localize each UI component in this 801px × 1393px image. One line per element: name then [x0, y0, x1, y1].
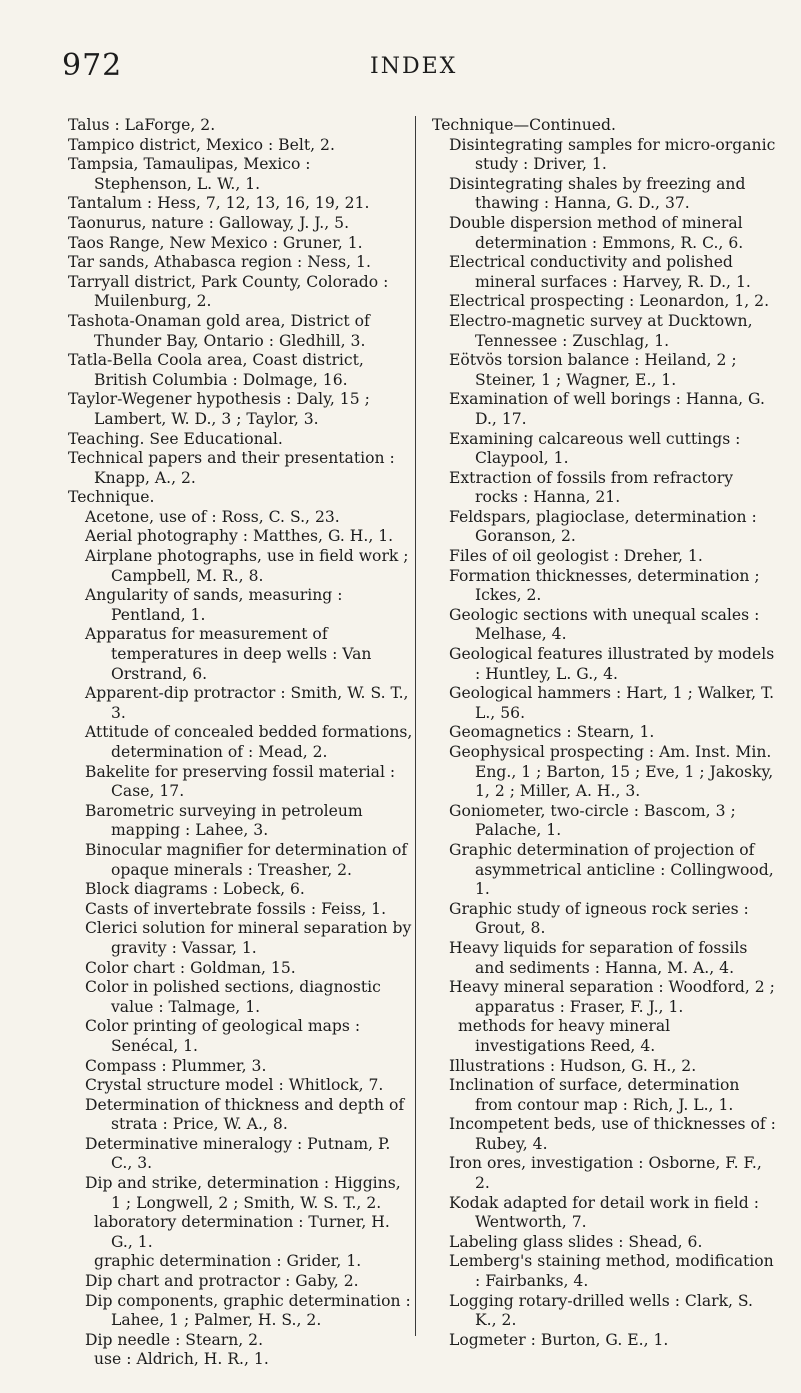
index-entry: Kodak adapted for detail work in field : Wentworth, 7. — [449, 1193, 759, 1232]
index-entry: Apparatus for measurement of temperatures in deep wells : Van Orstrand, 6. — [85, 625, 372, 683]
column-divider — [415, 116, 416, 1336]
index-entry: Tarryall district, Park County, Colorado : Muilenburg, 2. — [68, 272, 389, 311]
index-entry: methods for heavy mineral investigations Reed, 4. — [458, 1017, 671, 1055]
index-entry: use : Aldrich, H. R., 1. — [94, 1350, 269, 1369]
index-entry: Tar sands, Athabasca region : Ness, 1. — [68, 253, 371, 272]
index-entry: Logmeter : Burton, G. E., 1. — [449, 1330, 669, 1349]
index-entry: Crystal structure model : Whitlock, 7. — [85, 1076, 384, 1095]
index-entry: graphic determination : Grider, 1. — [94, 1252, 362, 1271]
index-entry: Acetone, use of : Ross, C. S., 23. — [85, 507, 340, 526]
index-entry: Geologic sections with unequal scales : Melhase, 4. — [449, 605, 760, 644]
index-entry: Geological features illustrated by models : Huntley, L. G., 4. — [449, 645, 775, 683]
index-entry: Labeling glass slides : Shead, 6. — [449, 1232, 703, 1251]
index-entry: Heavy mineral separation : Woodford, 2 ; apparatus : Fraser, F. J., 1. — [449, 978, 775, 1016]
index-heading: Technique—Continued. — [432, 116, 616, 134]
index-entry: Geomagnetics : Stearn, 1. — [449, 723, 655, 742]
index-entry: Tatla-Bella Coola area, Coast district, British Columbia : Dolmage, 16. — [68, 351, 364, 389]
index-entry: Taos Range, New Mexico : Gruner, 1. — [68, 233, 363, 252]
index-entry: Disintegrating samples for micro-organic study : Driver, 1. — [449, 135, 776, 174]
running-head: INDEX — [370, 54, 458, 79]
index-entry: Graphic determination of projection of asymmetrical anticline : Collingwood, 1. — [449, 840, 774, 899]
index-entry: Teaching. See Educational. — [68, 429, 283, 448]
index-entry: Examining calcareous well cuttings : Claypool, 1. — [449, 429, 741, 468]
index-entry: Tashota-Onaman gold area, District of Thunder Bay, Ontario : Gledhill, 3. — [68, 311, 370, 350]
index-entry: Airplane photographs, use in field work ; Campbell, M. R., 8. — [85, 547, 409, 585]
index-entry: Block diagrams : Lobeck, 6. — [85, 880, 305, 899]
index-entry: Dip chart and protractor : Gaby, 2. — [85, 1272, 359, 1291]
index-entry: Determinative mineralogy : Putnam, P. C., 3. — [85, 1134, 391, 1173]
index-entry: Angularity of sands, measuring : Pentland, 1. — [85, 586, 343, 624]
index-entry: Graphic study of igneous rock series : Grout, 8. — [449, 899, 749, 938]
index-heading: Technique. — [68, 488, 155, 507]
index-entry: Disintegrating shales by freezing and thawing : Hanna, G. D., 37. — [449, 174, 746, 213]
index-entry: Formation thicknesses, determination ; Ickes, 2. — [449, 566, 760, 605]
index-entry: Apparent-dip protractor : Smith, W. S. T., 3. — [85, 684, 409, 722]
index-entry: laboratory determination : Turner, H. G., 1. — [94, 1213, 390, 1251]
index-entry: Tampsia, Tamaulipas, Mexico : Stephenson, L. W., 1. — [68, 155, 311, 193]
index-entry: Compass : Plummer, 3. — [85, 1056, 267, 1075]
right-column — [432, 116, 777, 1350]
index-entry: Lemberg's staining method, modification : Fairbanks, 4. — [449, 1252, 774, 1291]
index-entry: Aerial photography : Matthes, G. H., 1. — [85, 527, 394, 546]
index-entry: Casts of invertebrate fossils : Feiss, 1. — [85, 899, 387, 918]
index-entry: Technical papers and their presentation : Knapp, A., 2. — [68, 449, 395, 487]
page-header — [0, 48, 801, 88]
left-column — [68, 116, 413, 1370]
index-entry: Electrical prospecting : Leonardon, 1, 2. — [449, 292, 770, 311]
index-entry: Dip needle : Stearn, 2. — [85, 1330, 264, 1349]
index-entry: Electro-magnetic survey at Ducktown, Tennessee : Zuschlag, 1. — [449, 311, 753, 350]
index-entry: Bakelite for preserving fossil material : Case, 17. — [85, 762, 396, 801]
index-entry: Talus : LaForge, 2. — [68, 116, 216, 134]
index-entry: Files of oil geologist : Dreher, 1. — [449, 547, 703, 566]
index-entry: Illustrations : Hudson, G. H., 2. — [449, 1056, 697, 1075]
index-entry: Tantalum : Hess, 7, 12, 13, 16, 19, 21. — [68, 194, 370, 213]
index-entry: Taylor-Wegener hypothesis : Daly, 15 ; Lambert, W. D., 3 ; Taylor, 3. — [68, 390, 370, 428]
index-entry: Taonurus, nature : Galloway, J. J., 5. — [68, 213, 350, 232]
index-entry: Dip and strike, determination : Higgins, 1 ; Longwell, 2 ; Smith, W. S. T., 2. — [85, 1174, 401, 1212]
index-entry: Barometric surveying in petroleum mapping : Lahee, 3. — [85, 801, 363, 840]
index-entry: Attitude of concealed bedded formations, determination of : Mead, 2. — [85, 723, 413, 761]
index-entry: Iron ores, investigation : Osborne, F. F., 2. — [449, 1154, 762, 1193]
index-entry: Electrical conductivity and polished mineral surfaces : Harvey, R. D., 1. — [449, 253, 751, 291]
index-entry: Tampico district, Mexico : Belt, 2. — [68, 135, 335, 154]
index-entry: Logging rotary-drilled wells : Clark, S. K., 2. — [449, 1291, 754, 1330]
index-entry: Extraction of fossils from refractory rocks : Hanna, 21. — [449, 468, 733, 507]
index-entry: Examination of well borings : Hanna, G. D., 17. — [449, 390, 765, 428]
page-number: 972 — [62, 48, 123, 83]
index-entry: Incompetent beds, use of thicknesses of : Rubey, 4. — [449, 1115, 776, 1153]
index-entry: Color in polished sections, diagnostic value : Talmage, 1. — [85, 978, 381, 1016]
index-entry: Dip components, graphic determination : Lahee, 1 ; Palmer, H. S., 2. — [85, 1291, 411, 1330]
index-entry: Double dispersion method of mineral determination : Emmons, R. C., 6. — [449, 213, 744, 252]
index-entry: Binocular magnifier for determination of opaque minerals : Treasher, 2. — [85, 840, 408, 879]
index-entry: Geophysical prospecting : Am. Inst. Min. Eng., 1 ; Barton, 15 ; Eve, 1 ; Jakosky, 1, 2 ; Miller, A. H., 3. — [449, 743, 774, 801]
index-entry: Clerici solution for mineral separation by gravity : Vassar, 1. — [85, 919, 412, 957]
index-entry: Geological hammers : Hart, 1 ; Walker, T. L., 56. — [449, 684, 775, 722]
index-entry: Feldspars, plagioclase, determination : Goranson, 2. — [449, 507, 757, 546]
index-entry: Heavy liquids for separation of fossils and sediments : Hanna, M. A., 4. — [449, 938, 748, 977]
index-entry: Determination of thickness and depth of strata : Price, W. A., 8. — [85, 1095, 405, 1134]
index-entry: Inclination of surface, determination from contour map : Rich, J. L., 1. — [449, 1076, 740, 1114]
index-entry: Eötvös torsion balance : Heiland, 2 ; Steiner, 1 ; Wagner, E., 1. — [449, 351, 737, 389]
index-entry: Goniometer, two-circle : Bascom, 3 ; Palache, 1. — [449, 801, 736, 840]
index-entry: Color printing of geological maps : Senécal, 1. — [85, 1017, 361, 1055]
index-entry: Color chart : Goldman, 15. — [85, 958, 296, 977]
